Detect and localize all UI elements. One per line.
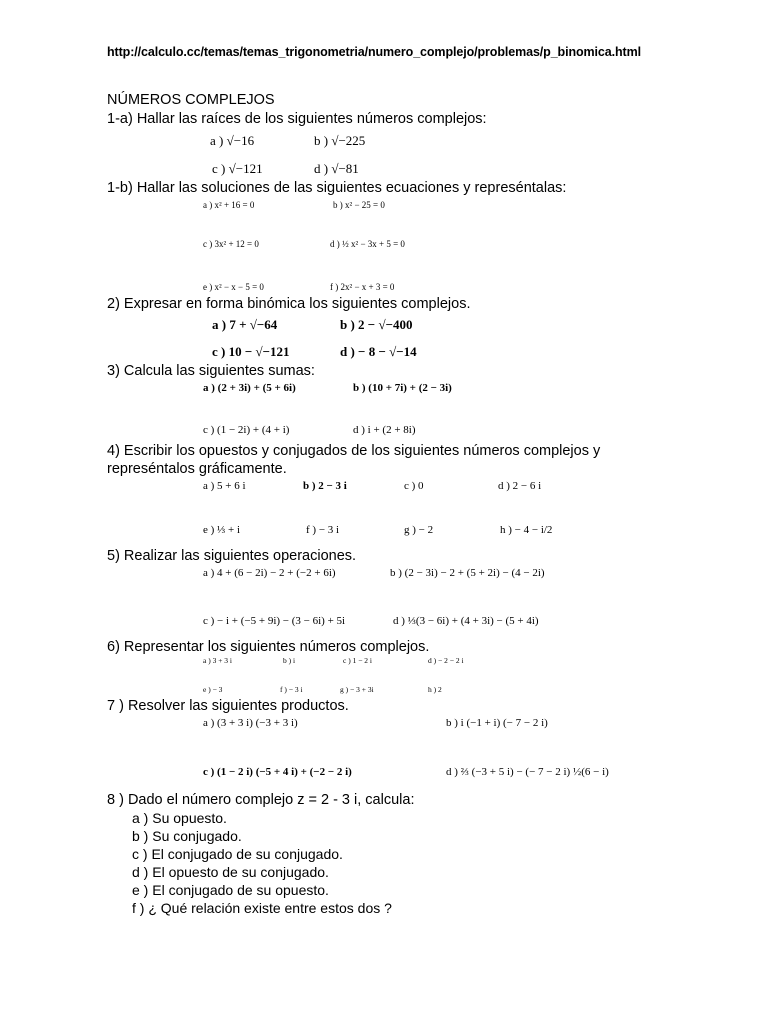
exercise-8-e: e ) El conjugado de su opuesto. bbox=[132, 882, 329, 898]
exercise-3-d: d ) i + (2 + 8i) bbox=[353, 424, 416, 436]
section-1b-heading: 1-b) Hallar las soluciones de las siguientes ecuaciones y represéntalas: bbox=[107, 180, 567, 196]
exercise-4-f: f ) − 3 i bbox=[306, 524, 340, 536]
source-url: http://calculo.cc/temas/temas_trigonometria/numero_complejo/problemas/p_binomica.html bbox=[107, 45, 641, 59]
section-8-heading: 8 ) Dado el número complejo z = 2 - 3 i, calcula: bbox=[107, 792, 415, 808]
exercise-4-e: e ) ⅓ + i bbox=[203, 524, 241, 536]
exercise-4-c: c ) 0 bbox=[404, 480, 424, 492]
exercise-6-c: c ) 1 − 2 i bbox=[343, 656, 373, 665]
exercise-6-a: a ) 3 + 3 i bbox=[203, 656, 233, 665]
exercise-5-b: b ) (2 − 3i) − 2 + (5 + 2i) − (4 − 2i) bbox=[390, 567, 545, 579]
section-4-heading-line-2: represéntalos gráficamente. bbox=[107, 461, 287, 477]
exercise-1b-a: a ) x² + 16 = 0 bbox=[203, 200, 255, 210]
exercise-7-c: c ) (1 − 2 i) (−5 + 4 i) + (−2 − 2 i) bbox=[203, 766, 352, 778]
exercise-8-f: f ) ¿ Qué relación existe entre estos dos ? bbox=[132, 900, 392, 916]
section-6-heading: 6) Representar los siguientes números complejos. bbox=[107, 639, 430, 655]
exercise-6-b: b ) i bbox=[283, 656, 296, 665]
exercise-1b-b: b ) x² − 25 = 0 bbox=[333, 200, 385, 210]
exercise-3-b: b ) (10 + 7i) + (2 − 3i) bbox=[353, 382, 452, 394]
exercise-7-b: b ) i (−1 + i) (− 7 − 2 i) bbox=[446, 717, 548, 729]
section-5-heading: 5) Realizar las siguientes operaciones. bbox=[107, 548, 357, 564]
exercise-5-d: d ) ⅓(3 − 6i) + (4 + 3i) − (5 + 4i) bbox=[393, 615, 539, 627]
exercise-1b-c: c ) 3x² + 12 = 0 bbox=[203, 239, 259, 249]
exercise-2-d: d ) − 8 − √−14 bbox=[340, 344, 417, 359]
exercise-2-b: b ) 2 − √−400 bbox=[340, 317, 413, 332]
exercise-8-a: a ) Su opuesto. bbox=[132, 810, 227, 826]
section-1a-heading: 1-a) Hallar las raíces de los siguientes números complejos: bbox=[107, 111, 487, 127]
section-4-heading-line-1: 4) Escribir los opuestos y conjugados de los siguientes números complejos y bbox=[107, 443, 601, 459]
exercise-4-d: d ) 2 − 6 i bbox=[498, 480, 542, 492]
exercise-1a-b: b ) √−225 bbox=[314, 133, 366, 148]
exercise-7-a: a ) (3 + 3 i) (−3 + 3 i) bbox=[203, 717, 298, 729]
exercise-4-b: b ) 2 − 3 i bbox=[303, 480, 347, 492]
exercise-1a-c: c ) √−121 bbox=[212, 161, 263, 176]
exercise-4-g: g ) − 2 bbox=[404, 524, 434, 536]
exercise-5-a: a ) 4 + (6 − 2i) − 2 + (−2 + 6i) bbox=[203, 567, 336, 579]
exercise-6-d: d ) − 2 − 2 i bbox=[428, 656, 464, 665]
exercise-6-h: h ) 2 bbox=[428, 685, 442, 694]
page-title: NÚMEROS COMPLEJOS bbox=[107, 92, 275, 108]
exercise-1a-d: d ) √−81 bbox=[314, 161, 359, 176]
exercise-6-g: g ) − 3 + 3i bbox=[340, 685, 374, 694]
exercise-8-c: c ) El conjugado de su conjugado. bbox=[132, 846, 343, 862]
exercise-4-h: h ) − 4 − i/2 bbox=[500, 524, 553, 536]
exercise-8-b: b ) Su conjugado. bbox=[132, 828, 242, 844]
exercise-3-c: c ) (1 − 2i) + (4 + i) bbox=[203, 424, 290, 436]
exercise-7-d: d ) ⅔ (−3 + 5 i) − (− 7 − 2 i) ½(6 − i) bbox=[446, 766, 609, 778]
exercise-3-a: a ) (2 + 3i) + (5 + 6i) bbox=[203, 382, 296, 394]
exercise-1a-a: a ) √−16 bbox=[210, 133, 255, 148]
exercise-4-a: a ) 5 + 6 i bbox=[203, 480, 246, 492]
section-7-heading: 7 ) Resolver las siguientes productos. bbox=[107, 698, 349, 714]
exercise-6-f: f ) − 3 i bbox=[280, 685, 303, 694]
exercise-2-c: c ) 10 − √−121 bbox=[212, 344, 290, 359]
exercise-1b-e: e ) x² − x − 5 = 0 bbox=[203, 282, 264, 292]
exercise-1b-f: f ) 2x² − x + 3 = 0 bbox=[330, 282, 395, 292]
exercise-2-a: a ) 7 + √−64 bbox=[212, 317, 278, 332]
exercise-5-c: c ) − i + (−5 + 9i) − (3 − 6i) + 5i bbox=[203, 615, 346, 627]
exercise-1b-d: d ) ½ x² − 3x + 5 = 0 bbox=[330, 239, 405, 249]
exercise-6-e: e ) − 3 bbox=[203, 685, 223, 694]
exercise-8-d: d ) El opuesto de su conjugado. bbox=[132, 864, 329, 880]
section-3-heading: 3) Calcula las siguientes sumas: bbox=[107, 363, 315, 379]
section-2-heading: 2) Expresar en forma binómica los siguientes complejos. bbox=[107, 296, 471, 312]
